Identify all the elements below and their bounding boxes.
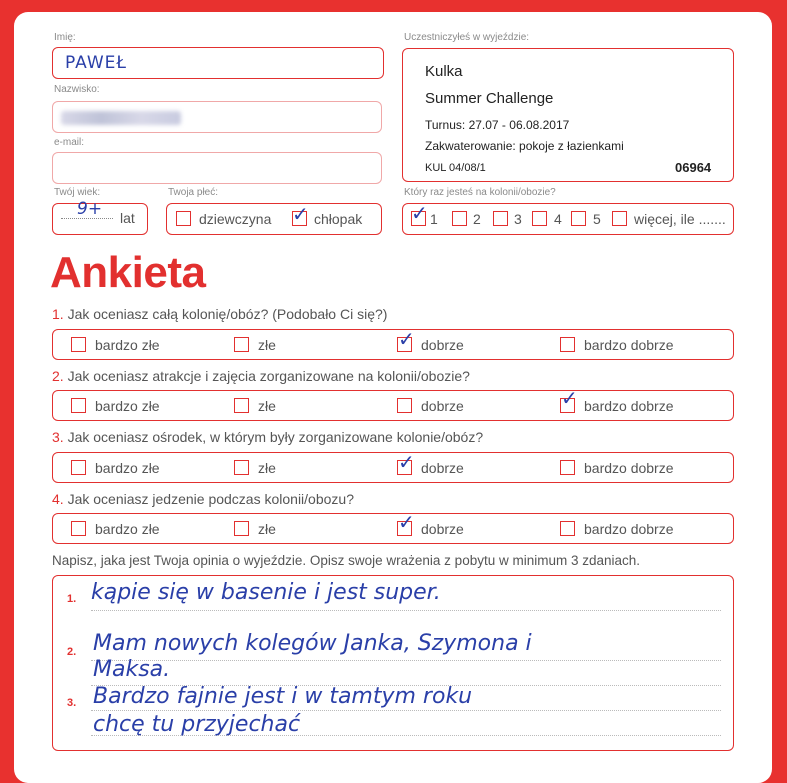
camp-info-box: [402, 48, 734, 182]
q4-checkmark: ✓: [398, 510, 415, 534]
question-4: [52, 491, 354, 507]
checkbox-raz-5[interactable]: [571, 211, 586, 226]
uczestnik-label: Uczestniczyłeś w wyjeździe:: [404, 32, 530, 43]
q2-checkbox-bardzo-zle[interactable]: [71, 398, 86, 413]
option-raz-wiecej: więcej, ile .......: [634, 211, 726, 227]
q2-option-dobrze: dobrze: [421, 398, 464, 414]
camp-zakwaterowanie: Zakwaterowanie: pokoje z łazienkami: [425, 139, 624, 153]
q3-checkmark: ✓: [398, 450, 415, 474]
nazwisko-field[interactable]: [52, 101, 382, 133]
checkbox-raz-3[interactable]: [493, 211, 508, 226]
q4-checkbox-zle[interactable]: [234, 521, 249, 536]
q4-option-zle: złe: [258, 521, 276, 537]
checkbox-dziewczyna[interactable]: [176, 211, 191, 226]
q3-checkbox-bardzo-dobrze[interactable]: [560, 460, 575, 475]
q4-checkbox-bardzo-dobrze[interactable]: [560, 521, 575, 536]
question-3-answers: [52, 452, 734, 483]
opinion-prompt: Napisz, jaka jest Twoja opinia o wyjeździe. Opisz swoje wrażenia z pobytu w minimum 3 zdaniach.: [52, 553, 641, 568]
q2-option-zle: złe: [258, 398, 276, 414]
survey-title: Ankieta: [50, 248, 206, 297]
question-2-number: 2.: [52, 368, 64, 384]
wiek-unit: lat: [120, 210, 135, 226]
question-3-text: Jak oceniasz ośrodek, w którym były zorganizowane kolonie/obóz?: [67, 429, 484, 445]
wiek-dotline: [61, 218, 113, 219]
q3-option-bardzo-zle: bardzo złe: [95, 460, 160, 476]
question-2-answers: [52, 386, 734, 421]
wiek-field[interactable]: [52, 199, 148, 235]
imie-field[interactable]: [52, 47, 384, 79]
q2-option-bardzo-dobrze: bardzo dobrze: [584, 398, 674, 414]
camp-name: Kulka: [425, 63, 463, 80]
checkbox-raz-2[interactable]: [452, 211, 467, 226]
option-raz-2: 2: [473, 211, 481, 227]
option-raz-5: 5: [593, 211, 601, 227]
q4-option-bardzo-dobrze: bardzo dobrze: [584, 521, 674, 537]
ktory-raz-label: Który raz jesteś na kolonii/obozie?: [404, 187, 556, 198]
opinion-answer-2b: Maksa.: [93, 657, 171, 682]
imie-value: PAWEŁ: [65, 53, 127, 73]
question-4-number: 4.: [52, 491, 64, 507]
email-field[interactable]: [52, 152, 382, 184]
checkmark-raz-1: ✓: [411, 201, 428, 225]
ktory-raz-field: [402, 203, 734, 235]
option-raz-3: 3: [514, 211, 522, 227]
q2-option-bardzo-zle: bardzo złe: [95, 398, 160, 414]
opinion-rule-2: [91, 660, 721, 661]
opinion-answer-3b: chcę tu przyjechać: [93, 712, 301, 737]
email-label: e-mail:: [54, 137, 85, 148]
plec-field: [166, 203, 382, 235]
question-1-text: Jak oceniasz całą kolonię/obóz? (Podobało Ci się?): [67, 306, 388, 322]
question-1-number: 1.: [52, 306, 64, 322]
opinion-answer-1: kąpie się w basenie i jest super.: [91, 580, 441, 605]
question-1: [52, 306, 387, 322]
q4-option-dobrze: dobrze: [421, 521, 464, 537]
camp-program: Summer Challenge: [425, 90, 554, 107]
q4-option-bardzo-zle: bardzo złe: [95, 521, 160, 537]
q2-checkbox-dobrze[interactable]: [397, 398, 412, 413]
checkbox-raz-wiecej[interactable]: [612, 211, 627, 226]
q1-option-zle: złe: [258, 337, 276, 353]
q1-checkmark: ✓: [398, 327, 415, 351]
checkbox-raz-4[interactable]: [532, 211, 547, 226]
q2-checkmark: ✓: [561, 386, 578, 410]
opinion-rule-4: [91, 710, 721, 711]
option-raz-4: 4: [554, 211, 562, 227]
camp-number: 06964: [675, 160, 712, 175]
option-raz-1: 1: [430, 211, 438, 227]
imie-label: Imię:: [54, 32, 76, 43]
opinion-rule-1: [91, 610, 721, 611]
opinion-answer-2a: Mam nowych kolegów Janka, Szymona i: [93, 631, 532, 656]
camp-code: KUL 04/08/1: [425, 162, 486, 174]
q2-checkbox-zle[interactable]: [234, 398, 249, 413]
q1-checkbox-bardzo-zle[interactable]: [71, 337, 86, 352]
opinion-num-1: 1.: [67, 593, 77, 605]
camp-turnus: Turnus: 27.07 - 06.08.2017: [425, 118, 570, 132]
question-1-answers: [52, 329, 734, 360]
q3-option-zle: złe: [258, 460, 276, 476]
option-dziewczyna: dziewczyna: [199, 211, 272, 227]
question-4-text: Jak oceniasz jedzenie podczas kolonii/obozu?: [67, 491, 354, 507]
q3-checkbox-zle[interactable]: [234, 460, 249, 475]
q3-checkbox-bardzo-zle[interactable]: [71, 460, 86, 475]
wiek-value: 9+: [77, 199, 103, 219]
q3-option-dobrze: dobrze: [421, 460, 464, 476]
opinion-textarea[interactable]: [52, 575, 734, 751]
opinion-num-2: 2.: [67, 646, 77, 658]
checkmark-chlopak: ✓: [292, 202, 309, 226]
q1-checkbox-zle[interactable]: [234, 337, 249, 352]
question-2: [52, 368, 470, 384]
q4-checkbox-bardzo-zle[interactable]: [71, 521, 86, 536]
question-3-number: 3.: [52, 429, 64, 445]
q1-checkbox-bardzo-dobrze[interactable]: [560, 337, 575, 352]
wiek-label: Twój wiek:: [54, 187, 101, 198]
plec-label: Twoja płeć:: [168, 187, 219, 198]
opinion-num-3: 3.: [67, 697, 77, 709]
nazwisko-label: Nazwisko:: [54, 84, 100, 95]
question-4-answers: [52, 510, 734, 544]
q1-option-bardzo-dobrze: bardzo dobrze: [584, 337, 674, 353]
option-chlopak: chłopak: [314, 211, 363, 227]
opinion-answer-3a: Bardzo fajnie jest i w tamtym roku: [93, 684, 473, 709]
question-3: [52, 429, 483, 445]
q1-option-bardzo-zle: bardzo złe: [95, 337, 160, 353]
q1-option-dobrze: dobrze: [421, 337, 464, 353]
question-2-text: Jak oceniasz atrakcje i zajęcia zorganizowane na kolonii/obozie?: [67, 368, 470, 384]
redacted-surname: [61, 111, 181, 125]
q3-option-bardzo-dobrze: bardzo dobrze: [584, 460, 674, 476]
